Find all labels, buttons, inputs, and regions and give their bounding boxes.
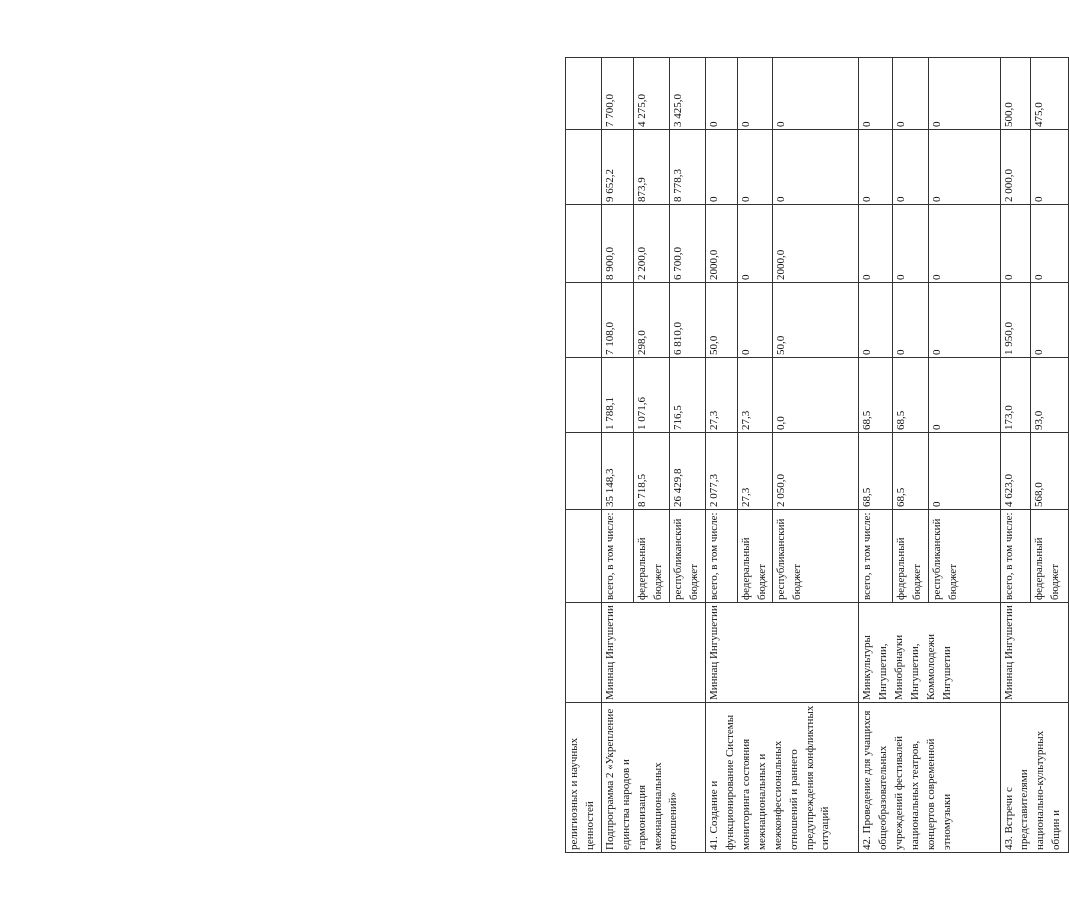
activity-name-cell: 43. Встречи с представителями национально-культурных общин и <box>1000 703 1068 853</box>
amount-cell: 0 <box>928 358 1000 433</box>
amount-cell: 2 050,0 <box>773 433 859 510</box>
amount-cell: 173,0 <box>1000 358 1030 433</box>
amount-cell: 9 652,2 <box>601 130 634 205</box>
amount-cell: 298,0 <box>634 283 670 358</box>
amount-cell: 3 425,0 <box>670 58 706 130</box>
amount-cell: 4 623,0 <box>1000 433 1030 510</box>
amount-cell: 0 <box>893 205 929 283</box>
amount-cell: 27,3 <box>737 433 773 510</box>
amount-cell: 2000,0 <box>773 205 859 283</box>
funding-source-cell: всего, в том числе: <box>1000 510 1030 603</box>
rotated-table-container <box>565 58 1069 853</box>
amount-cell: 2000,0 <box>705 205 737 283</box>
table-row <box>1000 58 1030 853</box>
amount-cell: 0 <box>737 130 773 205</box>
funding-source-cell: федеральный бюджет <box>737 510 773 603</box>
amount-cell: 68,5 <box>893 358 929 433</box>
amount-cell: 2 200,0 <box>634 205 670 283</box>
amount-cell: 0 <box>705 130 737 205</box>
amount-cell: 500,0 <box>1000 58 1030 130</box>
funding-source-cell: федеральный бюджет <box>634 510 670 603</box>
amount-cell: 0 <box>859 205 893 283</box>
activity-name-cell: 41. Создание и функционирование Системы мониторинга состояния межнациональных и межконфессиональных отношений и раннего предупреждения конфликтных ситуаций <box>705 703 858 853</box>
budget-table <box>565 57 1069 853</box>
activity-name-cell: 42. Проведение для учащихся общеобразовательных учреждений фестивалей национальных театров, концертов современной этномузыки <box>859 703 1000 853</box>
executor-cell <box>566 603 602 703</box>
amount-cell: 0 <box>893 283 929 358</box>
amount-cell: 8 778,3 <box>670 130 706 205</box>
amount-cell: 4 275,0 <box>634 58 670 130</box>
amount-cell: 68,5 <box>893 433 929 510</box>
amount-cell: 8 718,5 <box>634 433 670 510</box>
amount-cell: 0 <box>928 283 1000 358</box>
amount-cell: 50,0 <box>705 283 737 358</box>
funding-source-cell: федеральный бюджет <box>1030 510 1068 603</box>
amount-cell: 475,0 <box>1030 58 1068 130</box>
amount-cell: 0 <box>1000 205 1030 283</box>
table-row <box>705 58 737 853</box>
amount-cell: 68,5 <box>859 358 893 433</box>
amount-cell <box>566 58 602 130</box>
amount-cell: 0 <box>859 58 893 130</box>
amount-cell <box>566 433 602 510</box>
funding-source-cell: республиканский бюджет <box>670 510 706 603</box>
funding-source-cell: всего, в том числе: <box>859 510 893 603</box>
amount-cell <box>566 358 602 433</box>
funding-source-cell: республиканский бюджет <box>773 510 859 603</box>
amount-cell: 0 <box>859 283 893 358</box>
amount-cell: 0 <box>859 130 893 205</box>
amount-cell: 26 429,8 <box>670 433 706 510</box>
amount-cell: 0 <box>928 130 1000 205</box>
amount-cell <box>566 130 602 205</box>
amount-cell: 0 <box>928 58 1000 130</box>
amount-cell: 0 <box>737 283 773 358</box>
amount-cell: 0 <box>928 433 1000 510</box>
amount-cell: 0 <box>1030 205 1068 283</box>
amount-cell: 68,5 <box>859 433 893 510</box>
amount-cell: 0 <box>773 58 859 130</box>
amount-cell <box>566 283 602 358</box>
table-row <box>859 58 893 853</box>
amount-cell: 0 <box>893 58 929 130</box>
amount-cell: 6 700,0 <box>670 205 706 283</box>
amount-cell: 6 810,0 <box>670 283 706 358</box>
executor-cell: Минкультуры Ингушетии, Минобрнауки Ингушетии, Коммолодежи Ингушетии <box>859 603 1000 703</box>
amount-cell: 35 148,3 <box>601 433 634 510</box>
amount-cell: 1 788,1 <box>601 358 634 433</box>
amount-cell: 1 071,6 <box>634 358 670 433</box>
table-row <box>566 58 602 853</box>
amount-cell: 0 <box>737 205 773 283</box>
activity-name-cell: религиозных и научных ценностей <box>566 703 602 853</box>
amount-cell: 0 <box>1030 130 1068 205</box>
amount-cell: 0 <box>737 58 773 130</box>
amount-cell: 27,3 <box>705 358 737 433</box>
amount-cell: 568,0 <box>1030 433 1068 510</box>
amount-cell <box>566 205 602 283</box>
amount-cell: 93,0 <box>1030 358 1068 433</box>
amount-cell: 0 <box>705 58 737 130</box>
amount-cell: 0 <box>928 205 1000 283</box>
amount-cell: 0 <box>893 130 929 205</box>
amount-cell: 873,9 <box>634 130 670 205</box>
funding-source-cell: федеральный бюджет <box>893 510 929 603</box>
funding-source-cell: всего, в том числе: <box>601 510 634 603</box>
amount-cell: 0,0 <box>773 358 859 433</box>
amount-cell: 7 700,0 <box>601 58 634 130</box>
table-body <box>566 58 1069 853</box>
activity-name-cell: Подпрограмма 2 «Укрепление единства народов и гармонизация межнациональных отношений» <box>601 703 705 853</box>
funding-source-cell: республиканский бюджет <box>928 510 1000 603</box>
amount-cell: 2 077,3 <box>705 433 737 510</box>
amount-cell: 27,3 <box>737 358 773 433</box>
funding-source-cell <box>566 510 602 603</box>
executor-cell: Миннац Ингушетии <box>1000 603 1068 703</box>
amount-cell: 2 000,0 <box>1000 130 1030 205</box>
amount-cell: 50,0 <box>773 283 859 358</box>
executor-cell: Миннац Ингушетии <box>705 603 858 703</box>
amount-cell: 716,5 <box>670 358 706 433</box>
table-row <box>601 58 634 853</box>
amount-cell: 1 950,0 <box>1000 283 1030 358</box>
executor-cell: Миннац Ингушетии <box>601 603 705 703</box>
amount-cell: 8 900,0 <box>601 205 634 283</box>
amount-cell: 7 108,0 <box>601 283 634 358</box>
funding-source-cell: всего, в том числе: <box>705 510 737 603</box>
amount-cell: 0 <box>1030 283 1068 358</box>
amount-cell: 0 <box>773 130 859 205</box>
